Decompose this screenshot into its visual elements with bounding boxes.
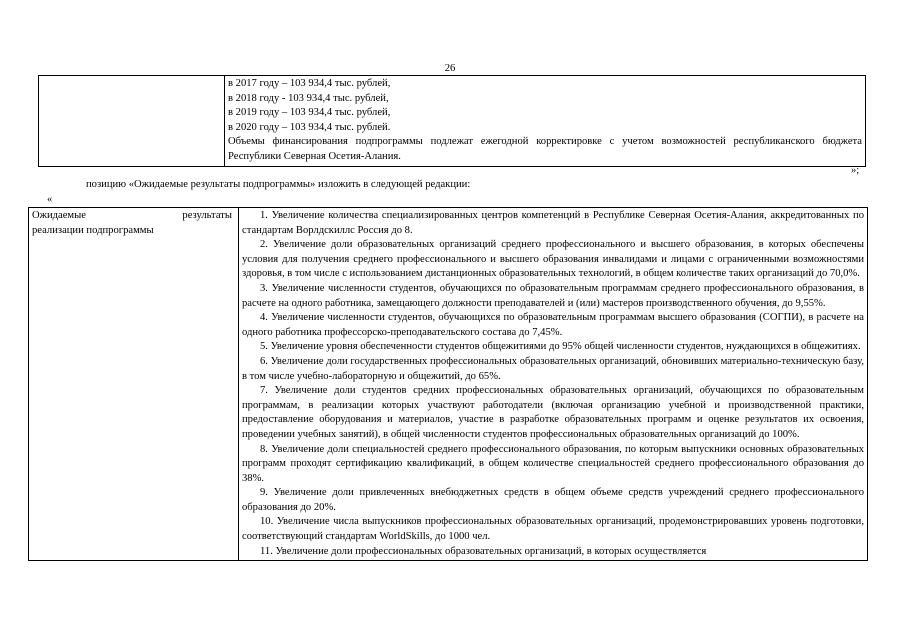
result-item-5: 5. Увеличение уровня обеспеченности студентов общежитиями до 95% общей численности студентов, нуждающихся в общежитиях. — [260, 341, 861, 353]
result-item-8: 8. Увеличение доли специальностей среднего профессионального образования, по которым выпускники основных образовательных программ проходят сертификацию квалификаций, в общем количестве специальностей среднего профессионального образования до 38%. — [242, 443, 864, 484]
expected-results-table — [28, 207, 868, 561]
result-item-9: 9. Увеличение доли привлеченных внебюджетных средств в общем объеме средств учреждений среднего профессионального образования до 20%. — [242, 487, 864, 513]
label-word-results: результаты — [182, 210, 232, 221]
page-number: 26 — [444, 63, 456, 74]
amendment-instruction: позицию «Ожидаемые результаты подпрограммы» изложить в следующей редакции: — [86, 179, 471, 190]
result-item-7: 7. Увеличение доли студентов средних профессиональных образовательных организаций, обучающихся по образовательным программам, в реализации которых участвуют работодатели (включая организацию учебной и производственной практики, предоставление оборудования и материалов, участие в разработке образовательных программ и оценке результатов их освоения, проведении учебных занятий), в общей численности студентов профессиональных образовательных организаций до 100%. — [242, 385, 864, 440]
opening-quote-mark: « — [47, 194, 53, 205]
result-item-10: 10. Увеличение числа выпускников профессиональных образовательных организаций, продемонстрировавших уровень подготовки, соответствующий стандартам WorldSkills, до 1000 чел. — [242, 516, 864, 543]
result-item-3: 3. Увеличение численности студентов, обучающихся по образовательным программам среднего профессионального образования, в расчете на одного работника, замещающего должности преподавателей и (или) мастеров производственного обучения, до 9,55%. — [242, 282, 864, 309]
result-item-2: 2. Увеличение доли образовательных организаций среднего профессионального и высшего образования, в которых обеспечены условия для получения среднего профессионального и высшего образования инвалидами и лицами с ограниченными возможностями здоровья, в том числе с использованием дистанционных образовательных технологий, в общем количестве таких организаций до 70,0%. — [242, 239, 864, 280]
funding-table — [38, 75, 866, 167]
funding-note: Объемы финансирования подпрограммы подлежат ежегодной корректировке с учетом возможностей республиканского бюджета Республики Северная Осетия-Алания. — [228, 136, 862, 162]
result-item-6: 6. Увеличение доли государственных профессиональных образовательных организаций, обновивших материально-техническую базу, в том числе учебно-лабораторную и общежитий, до 65%. — [242, 355, 864, 382]
funding-line-2019: в 2019 году – 103 934,4 тыс. рублей, — [228, 107, 391, 119]
funding-line-2018: в 2018 году - 103 934,4 тыс. рублей, — [228, 92, 389, 104]
funding-line-2017: в 2017 году – 103 934,4 тыс. рублей, — [228, 78, 391, 89]
expected-results-content-cell — [239, 208, 868, 561]
label-first-line — [32, 209, 232, 224]
funding-table-label-cell — [39, 76, 225, 167]
result-item-11: 11. Увеличение доли профессиональных образовательных организаций, в которых осуществляется — [260, 545, 707, 557]
result-item-1: 1. Увеличение количества специализированных центров компетенций в Республике Северная Осетия-Алания, аккредитованных по стандартам Ворлдскиллс Россия до 8. — [242, 210, 864, 236]
expected-results-label-cell — [29, 208, 239, 561]
closing-quote-mark: »; — [851, 165, 860, 176]
label-second-line: реализации подпрограммы — [32, 224, 154, 236]
funding-table-content-cell — [225, 76, 866, 167]
result-item-4: 4. Увеличение численности студентов, обучающихся по образовательным программам высшего образования (СОГПИ), в расчете на одного работника профессорско-преподавательского состава до 7,45%. — [242, 312, 864, 338]
funding-line-2020: в 2020 году – 103 934,4 тыс. рублей. — [228, 121, 391, 133]
label-word-expected: Ожидаемые — [32, 210, 86, 221]
